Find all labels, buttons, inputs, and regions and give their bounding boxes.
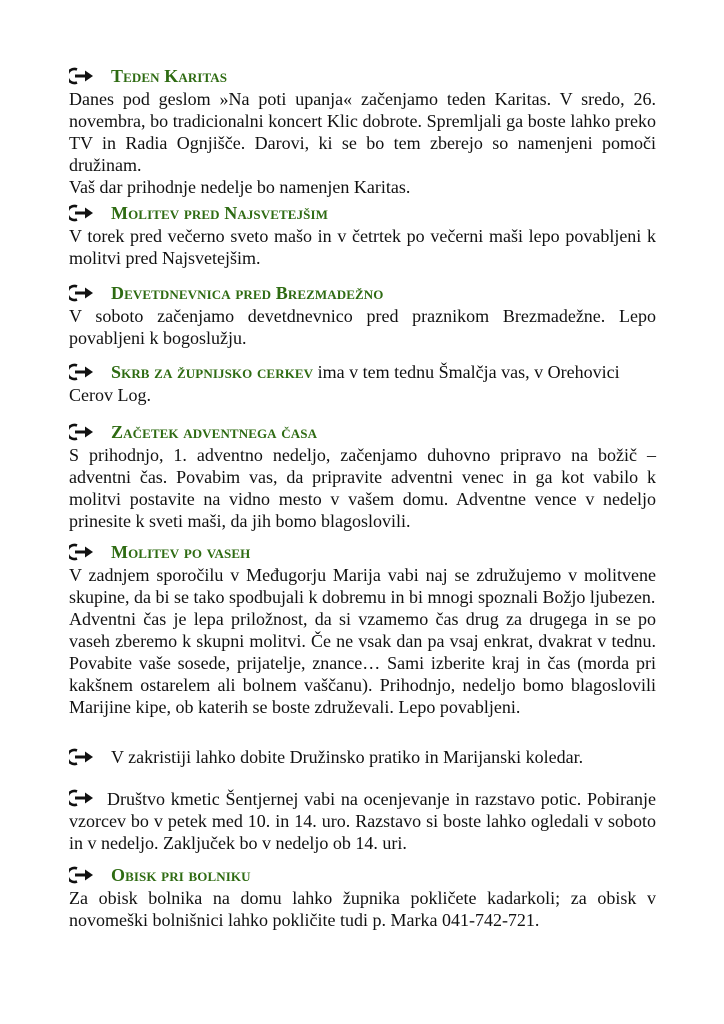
- paragraph: Adventni čas je lepa priložnost, da si vzamemo čas drug za drugega in se po vaseh zberemo k skupni molitvi. Če ne vsak dan pa vsaj enkrat, dvakrat v tednu. Povabite vaše sosede, prijatelje, znance… Sami izberite kraj in čas (morda pri kakšnem ostarelem ali bolnem vaščanu). Prihodnjo, nedeljo bomo blagoslovili Marijine kipe, ob katerih se boste združevali. Lepo povabljeni.: [69, 609, 656, 717]
- right-arrow-circle-icon: [69, 204, 95, 222]
- notice-text: Društvo kmetic Šentjernej vabi na ocenjevanje in razstavo potic. Pobiranje vzorcev bo v petek med 10. in 14. uro. Razstavo si boste lahko ogledali v soboto in v nedeljo. Zaključek bo v nedeljo ob 14. uri.: [69, 789, 656, 853]
- right-arrow-circle-icon: [69, 284, 95, 302]
- paragraph: Cerov Log.: [69, 385, 151, 405]
- section-heading: [69, 201, 656, 225]
- paragraph: S prihodnjo, 1. adventno nedeljo, začenjamo duhovno pripravo na božič – adventni čas. Povabim vas, da pripravite adventni venec in ga kot vabilo k molitvi postavite na vidno mesto v vašem domu. Adventne vence v nedeljo prinesite k sveti maši, da jih bomo blagoslovili.: [69, 445, 656, 531]
- section-title: Teden Karitas: [111, 65, 228, 86]
- section-heading: [69, 863, 656, 887]
- notice-line: [69, 746, 656, 768]
- right-arrow-circle-icon: [69, 543, 95, 561]
- section-molitev-po-vaseh: [69, 540, 656, 718]
- section-teden-karitas: [69, 64, 656, 198]
- section-devetdnevnica: [69, 281, 656, 349]
- section-heading: [69, 281, 656, 305]
- paragraph: Danes pod geslom »Na poti upanja« začenjamo teden Karitas. V sredo, 26. novembra, bo tradicionalni koncert Klic dobrote. Spremljali ga boste lahko preko TV in Radia Ognjišče. Darovi, ki se bo tem zberejo so namenjeni pomoči družinam.: [69, 89, 656, 175]
- right-arrow-circle-icon: [69, 866, 95, 884]
- paragraph: V soboto začenjamo devetdnevnico pred praznikom Brezmadežne. Lepo povabljeni k bogoslužju.: [69, 306, 656, 348]
- section-title: Devetdnevnica pred Brezmadežno: [111, 282, 384, 303]
- section-heading: [69, 540, 656, 564]
- paragraph: V torek pred večerno sveto mašo in v četrtek po večerni maši lepo povabljeni k molitvi pred Najsvetejšim.: [69, 226, 656, 268]
- section-heading: [69, 64, 656, 88]
- right-arrow-circle-icon: [69, 363, 95, 381]
- section-body: [69, 444, 656, 532]
- notice-zakristija: [69, 746, 656, 768]
- section-title: Skrb za župnijsko cerkev: [111, 361, 314, 382]
- notice-text: V zakristiji lahko dobite Družinsko pratiko in Marijanski koledar.: [111, 747, 584, 767]
- section-title: Molitev pred Najsvetejšim: [111, 202, 329, 223]
- inline-text: ima v tem tednu Šmalčja vas, v Orehovici: [313, 362, 620, 382]
- paragraph: Vaš dar prihodnje nedelje bo namenjen Karitas.: [69, 177, 411, 197]
- section-zacetek-adventa: [69, 420, 656, 532]
- section-heading: [69, 420, 656, 444]
- paragraph: V zadnjem sporočilu v Međugorju Marija vabi naj se združujemo v molitvene skupine, da bi se tako spodbujali k dobremu in bi mnogi spoznali Božjo ljubezen.: [69, 565, 656, 607]
- section-molitev-pred-najsvetejsim: [69, 201, 656, 269]
- section-obisk-pri-bolniku: [69, 863, 656, 931]
- section-body: [69, 564, 656, 718]
- section-title: Obisk pri bolniku: [111, 864, 251, 885]
- section-heading: [69, 360, 656, 384]
- section-title: Začetek adventnega časa: [111, 421, 318, 442]
- right-arrow-circle-icon: [69, 67, 95, 85]
- section-body: [69, 305, 656, 349]
- section-body: [69, 88, 656, 198]
- right-arrow-circle-icon: [69, 423, 95, 441]
- section-skrb-za-cerkev: [69, 360, 656, 406]
- section-body: [69, 384, 656, 406]
- right-arrow-circle-icon: [69, 748, 95, 766]
- paragraph: [69, 788, 656, 854]
- section-body: [69, 887, 656, 931]
- paragraph: Za obisk bolnika na domu lahko župnika pokličete kadarkoli; za obisk v novomeški bolnišnici lahko pokličite tudi p. Marka 041-742-721.: [69, 888, 656, 930]
- right-arrow-circle-icon: [69, 789, 95, 807]
- section-title: Molitev po vaseh: [111, 541, 251, 562]
- notice-drustvo-kmetic: [69, 788, 656, 854]
- section-body: [69, 225, 656, 269]
